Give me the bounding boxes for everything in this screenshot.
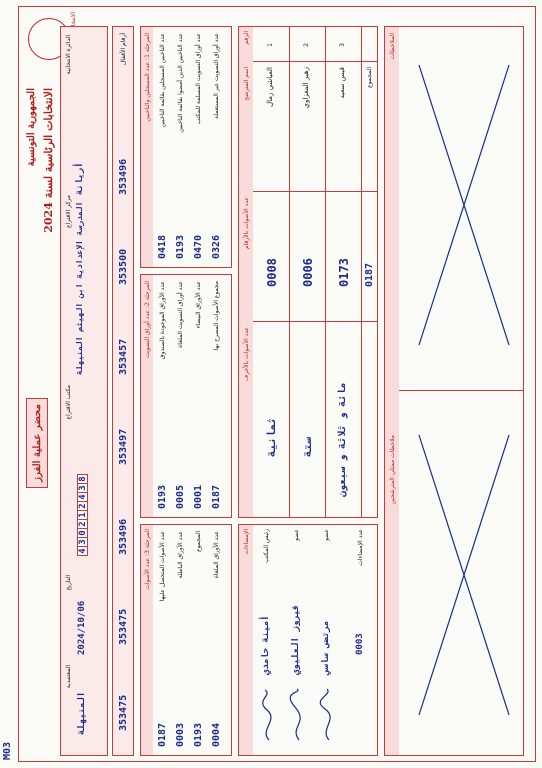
footer-code: M03 [2,741,13,760]
totals-value-2: 0003 [175,722,186,747]
seal-3: 353457 [118,338,129,375]
signature-name-2: فيروز العليوي [291,604,301,675]
candidates-header-digits: عدد الأصوات بالأرقام [243,197,250,250]
delegation-value: المنيهلة [77,691,87,735]
identification-section [60,26,108,756]
seal-numbers-row [112,26,134,756]
date-label: التاريخ [65,575,72,591]
candidate-1-words: ثمانية [265,417,278,457]
election-heading: الانتخابات الرئاسية لسنة 2024 [42,88,55,233]
seal-6: 353475 [118,608,129,645]
candidate-1-digits: 0008 [265,258,279,287]
registration-label-1: عدد الناخبين المسجلين بقائمة الناخبين [159,33,166,128]
registration-label-3: عدد أوراق التصويت المسلمة للمكتب [195,33,202,125]
registration-value-3: 0470 [193,234,204,259]
ballots-value-4: 0187 [211,484,222,509]
ballots-label-3: عدد الأوراق البيضاء [195,281,202,329]
signature-role-1: رئيس المكتب [263,529,270,563]
republic-heading: الجمهورية التونسية [26,88,37,167]
totals-value-3: 0193 [193,722,204,747]
signatures-section [238,524,378,756]
totals-value-4: 0004 [211,722,222,747]
ballots-label-2: عدد أوراق التصويت الملغاة [177,281,184,348]
center-label: مركز الاقتراع [65,195,72,228]
ballots-section [140,274,232,518]
registration-value-2: 0193 [175,234,186,259]
district-value: أريانة [75,162,85,195]
seal-2: 353500 [118,248,129,285]
totals-title: المرحلة 3: عدد الأصوات [144,529,151,590]
candidates-header-num: الرقم [243,31,250,45]
registration-section [140,26,232,268]
candidate-1-name: العياشي زمال [266,67,274,107]
candidates-header-words: عدد الأصوات بالأحرف [243,327,250,381]
candidate-2-name: زهير المغزاوي [302,67,310,109]
signature-scribbles [259,685,349,745]
candidate-3-words: مائة و ثلاثة و سبعون [337,382,348,497]
form-title-box [26,398,48,488]
seal-5: 353496 [118,518,129,555]
ballots-label-1: عدد الأوراق الموجودة بالصندوق [159,281,166,360]
candidate-3-digits: 0173 [337,258,351,287]
observations-section [384,26,524,756]
ballots-value-3: 0001 [193,484,204,509]
seal-4: 353497 [118,428,129,465]
ballots-label-4: مجموع الأصوات المصرح بها [213,281,220,351]
candidate-2-digits: 0006 [301,258,315,287]
seal-label: أرقام الأقفال [120,33,127,66]
totals-label-2: عدد الأوراق الباطلة [177,531,184,579]
candidates-total-value: 0187 [364,262,375,287]
date-value: 2024/10/06 [77,600,87,655]
signature-count-label: عدد الإمضاءات [357,529,364,566]
ballots-title: المرحلة 2: عدد أوراق التصويت [144,281,151,359]
registration-value-4: 0326 [211,234,222,259]
candidate-2-words: ستة [301,437,314,457]
candidate-3-name: قيس سعيد [338,67,346,99]
candidates-table [238,26,378,518]
seal-1: 353496 [118,158,129,195]
registration-label-2: عدد الناخبين الذين أمضوا بقائمة الناخبين [177,33,184,133]
seal-7: 353475 [118,694,129,731]
signature-count-value: 0003 [355,633,365,655]
candidate-1-num: 1 [267,43,274,47]
candidate-2-num: 2 [303,43,310,47]
observations-title: الملاحظات [389,33,396,60]
center-value: المدرسة الإعدادية ابن الهيثم المنيهلة [75,201,84,375]
candidate-notes-title: ملاحظات ممثلي المترشحين [389,435,396,505]
registration-title: المرحلة 1: عدد المسجلين والناخبين [144,33,151,122]
candidate-3-num: 3 [339,43,346,47]
totals-value-1: 0187 [157,722,168,747]
observations-strike-mark [409,55,519,355]
form-title: محضر عملية الفرز [32,404,43,482]
ballots-value-1: 0193 [157,484,168,509]
delegation-label: المعتمدية [65,665,72,689]
signatures-title: الإمضاءات [243,529,250,555]
candidates-total-label: المجموع [366,67,373,88]
totals-label-3: المجموع [195,531,202,552]
office-code-cells: 4 3 0 2 1 2 4 3 8 [77,474,88,555]
signature-name-1: أمينة حامدي [261,615,271,675]
totals-section [140,524,232,756]
signature-role-2: عضو [293,529,300,541]
registration-label-4: عدد أوراق التصويت غير المستعملة [213,33,220,119]
totals-label-4: عدد الأوراق الملغاة [213,531,220,579]
registration-value-1: 0418 [157,234,168,259]
candidates-header-name: اسم المترشح [243,67,250,101]
signature-role-3: عضو [323,529,330,541]
ballots-value-2: 0005 [175,484,186,509]
office-label: مكتب الاقتراع [65,385,72,420]
totals-label-1: عدد الأصوات المتحصل عليها [159,531,166,602]
district-label: الدائرة الانتخابية [65,35,72,75]
notes-strike-mark [409,425,519,725]
signature-name-3: مرتضى ساسي [321,620,331,675]
